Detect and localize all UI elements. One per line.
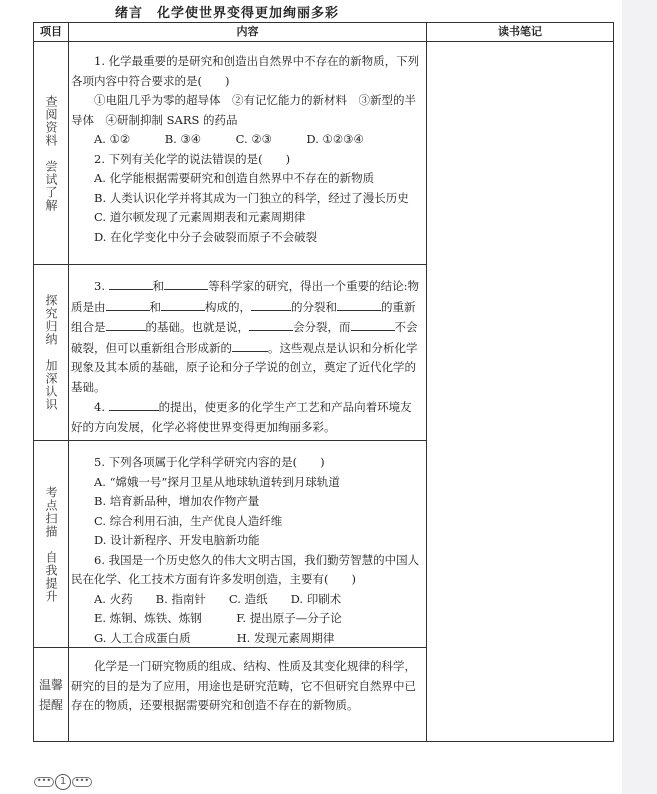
question-5-option-a: A. “嫦娥一号”探月卫星从地球轨道转到月球轨道 [94, 474, 340, 489]
row-divider [34, 264, 426, 265]
fill-blank[interactable] [164, 276, 208, 290]
section-content-explore [71, 276, 423, 437]
question-6-options-row1: A. 火药 B. 指南针 C. 造纸 D. 印刷术 [94, 591, 342, 606]
notes-column[interactable] [427, 42, 613, 741]
row-divider [34, 440, 426, 441]
question-1-items: ①电阻几乎为零的超导体 ②有记忆能力的新材料 ③新型的半导体 ④研制抑制 SARS 的药品 [71, 93, 416, 127]
question-2-option-b: B. 人类认识化学并将其成为一门独立的科学，经过了漫长历史 [94, 190, 409, 205]
fill-blank[interactable] [161, 297, 205, 311]
section-content-research [71, 52, 423, 247]
question-1-options: A. ①② B. ③④ C. ②③ D. ①②③④ [94, 132, 364, 146]
fill-blank[interactable] [106, 317, 146, 331]
header-item: 项目 [40, 25, 62, 38]
question-2-option-c: C. 道尔顿发现了元素周期表和元素周期律 [94, 210, 306, 224]
scroll-gutter [622, 0, 657, 794]
page-number-badge [34, 774, 92, 790]
question-5-option-b: B. 培育新品种，增加农作物产量 [94, 494, 260, 508]
header-notes: 读书笔记 [498, 25, 542, 38]
fill-blank[interactable] [249, 317, 293, 331]
question-3: 3. 和 等科学家的研究，得出一个重要的结论:物质是由 和 构成的， 的分裂和 的重新组合是 的基础。也就是说， 会分裂，而 不会破裂，但可以重新组合形成新的 。这些观点是认识和分析化学现象及其本质的基础，原子论和分子学说的创立，奠定了近代化学的基础。 [71, 276, 423, 397]
question-6: 6. 我国是一个历史悠久的伟大文明古国，我们勤劳智慧的中国人民在化学、化工技术方面有许多发明创造，主要有( ) [71, 552, 420, 586]
question-2-option-a: A. 化学能根据需要研究和创造自然界中不存在的新物质 [94, 171, 375, 185]
ellipsis-icon: ••• [34, 777, 54, 787]
question-5-option-c: C. 综合利用石油，生产优良人造纤维 [94, 513, 283, 528]
question-6-options-row3: G. 人工合成蛋白质 H. 发现元素周期律 [94, 630, 335, 645]
question-6-options-row2: E. 炼铜、炼铁、炼钢 F. 提出原子—分子论 [94, 611, 342, 625]
question-1: 1. 化学最重要的是研究和创造出自然界中不存在的新物质，下列各项内容中符合要求的是( ) [71, 54, 420, 88]
section-label-reminder: 温馨提醒 [38, 677, 63, 712]
ellipsis-icon: ••• [72, 777, 92, 787]
fill-blank[interactable] [232, 338, 268, 352]
question-5: 5. 下列各项属于化学科学研究内容的是( ) [94, 455, 325, 469]
question-4: 4. 的提出，使更多的化学生产工艺和产品向着环境友好的方向发展，化学必将使世界变得更加绚丽多彩。 [71, 397, 423, 437]
section-content-reminder [71, 657, 423, 716]
fill-blank[interactable] [251, 297, 291, 311]
section-label-research: 查阅资料 尝试了解 [44, 94, 58, 212]
header-content: 内容 [236, 25, 259, 38]
section-label-explore: 探究归纳 加深认识 [44, 294, 58, 411]
section-label-practice: 考点扫描 自我提升 [44, 485, 58, 603]
column-divider [68, 23, 69, 741]
question-2: 2. 下列有关化学的说法错误的是( ) [94, 151, 291, 166]
fill-blank[interactable] [109, 397, 159, 411]
fill-blank[interactable] [337, 297, 381, 311]
reminder-text: 化学是一门研究物质的组成、结构、性质及其变化规律的科学，研究的目的是为了应用，用途也是研究范畴，它不但研究自然界中已存在的物质，还要根据需要研究和创造不存在的新物质。 [71, 659, 416, 712]
page-number: 1 [55, 774, 71, 790]
page-title: 绪言 化学使世界变得更加绚丽多彩 [114, 6, 339, 21]
question-2-option-d: D. 在化学变化中分子会破裂而原子不会破裂 [94, 229, 318, 244]
question-5-option-d: D. 设计新程序、开发电脑新功能 [94, 533, 260, 547]
section-content-practice [71, 453, 423, 648]
study-table [33, 22, 614, 742]
fill-blank[interactable] [351, 317, 395, 331]
fill-blank[interactable] [109, 276, 153, 290]
fill-blank[interactable] [106, 297, 150, 311]
